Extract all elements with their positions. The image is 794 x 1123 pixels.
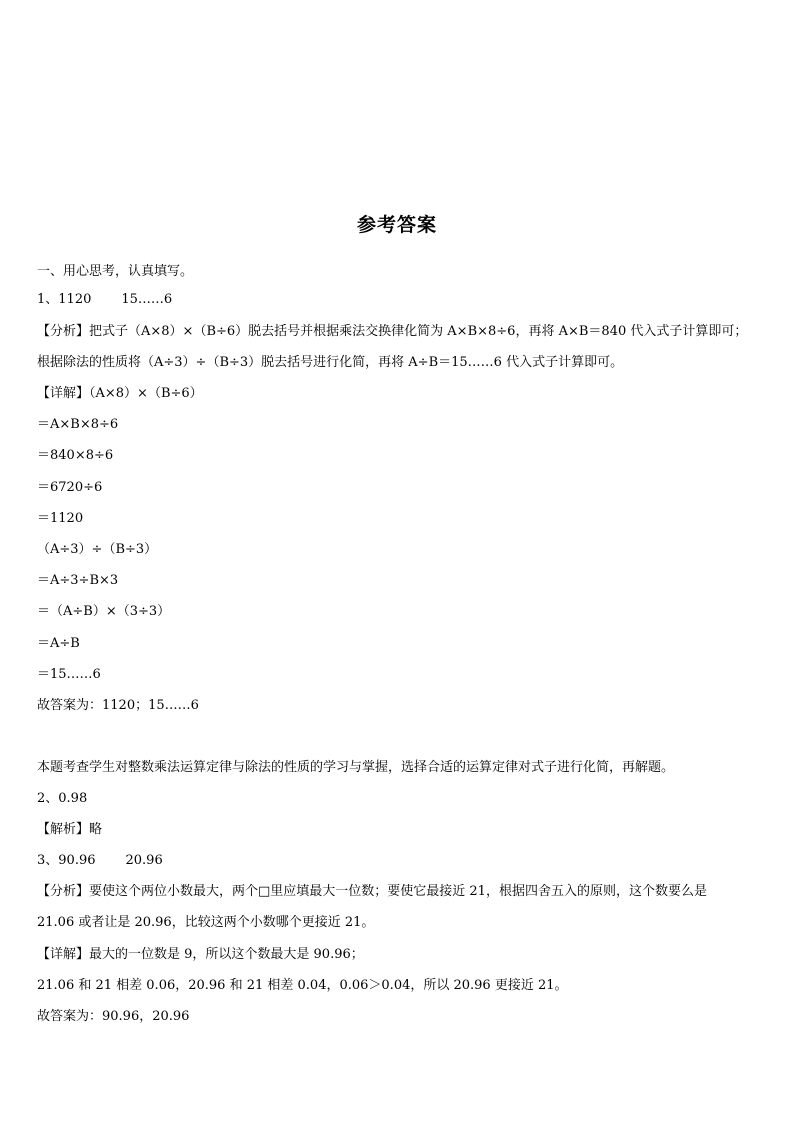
- q1-step: ＝1120: [37, 511, 84, 526]
- q3-answer-line: [37, 852, 163, 870]
- q2-analysis-line: 【解析】略: [37, 822, 103, 837]
- q1-step: ＝840×8÷6: [37, 448, 114, 463]
- q1-answer-a: 1、1120: [37, 292, 92, 307]
- q1-analysis-line-2: 根据除法的性质将（A÷3）÷（B÷3）脱去括号进行化简，再将 A÷B＝15……6 代入式子计算即可。: [37, 355, 624, 370]
- q1-detail-line: 【详解】（A×8）×（B÷6）: [37, 386, 203, 401]
- q3-analysis-line-2: 21.06 或者让是 20.96，比较这两个小数哪个更接近 21。: [37, 915, 375, 930]
- page-title: 参考答案: [356, 214, 437, 236]
- q1-step: （A÷3）÷（B÷3）: [37, 542, 158, 557]
- q1-step: ＝A÷3÷B×3: [37, 573, 119, 588]
- q1-answer-b: 15……6: [121, 292, 173, 307]
- q3-answer-a: 3、90.96: [37, 853, 96, 868]
- q3-detail-line: 【详解】最大的一位数是 9，所以这个数最大是 90.96；: [37, 947, 364, 962]
- q1-answer-line: [37, 291, 172, 309]
- section-heading: 一、用心思考，认真填写。: [37, 264, 194, 279]
- q3-detail-line-2: 21.06 和 21 相差 0.06，20.96 和 21 相差 0.04，0.06＞0.04，所以 20.96 更接近 21。: [37, 978, 568, 993]
- q1-comment: 本题考查学生对整数乘法运算定律与除法的性质的学习与掌握，选择合适的运算定律对式子进行化简，再解题。: [37, 760, 675, 775]
- q1-step: ＝6720÷6: [37, 480, 103, 495]
- q3-answer-b: 20.96: [125, 853, 163, 868]
- q1-analysis-line-1: 【分析】把式子（A×8）×（B÷6）脱去括号并根据乘法交换律化简为 A×B×8÷6，再将 A×B＝840 代入式子计算即可；: [37, 324, 748, 339]
- q1-step: ＝A×B×8÷6: [37, 417, 119, 432]
- q1-step: ＝（A÷B）×（3÷3）: [37, 604, 171, 619]
- q3-analysis-line-1: 【分析】要使这个两位小数最大，两个□里应填最大一位数；要使它最接近 21，根据四舍五入的原则，这个数要么是: [37, 884, 707, 899]
- q1-step: ＝15……6: [37, 667, 101, 682]
- q3-final-answer: 故答案为：90.96，20.96: [37, 1009, 190, 1024]
- q2-answer-line: 2、0.98: [37, 791, 88, 806]
- q1-step: ＝A÷B: [37, 636, 80, 651]
- q1-final-answer: 故答案为：1120；15……6: [37, 698, 199, 713]
